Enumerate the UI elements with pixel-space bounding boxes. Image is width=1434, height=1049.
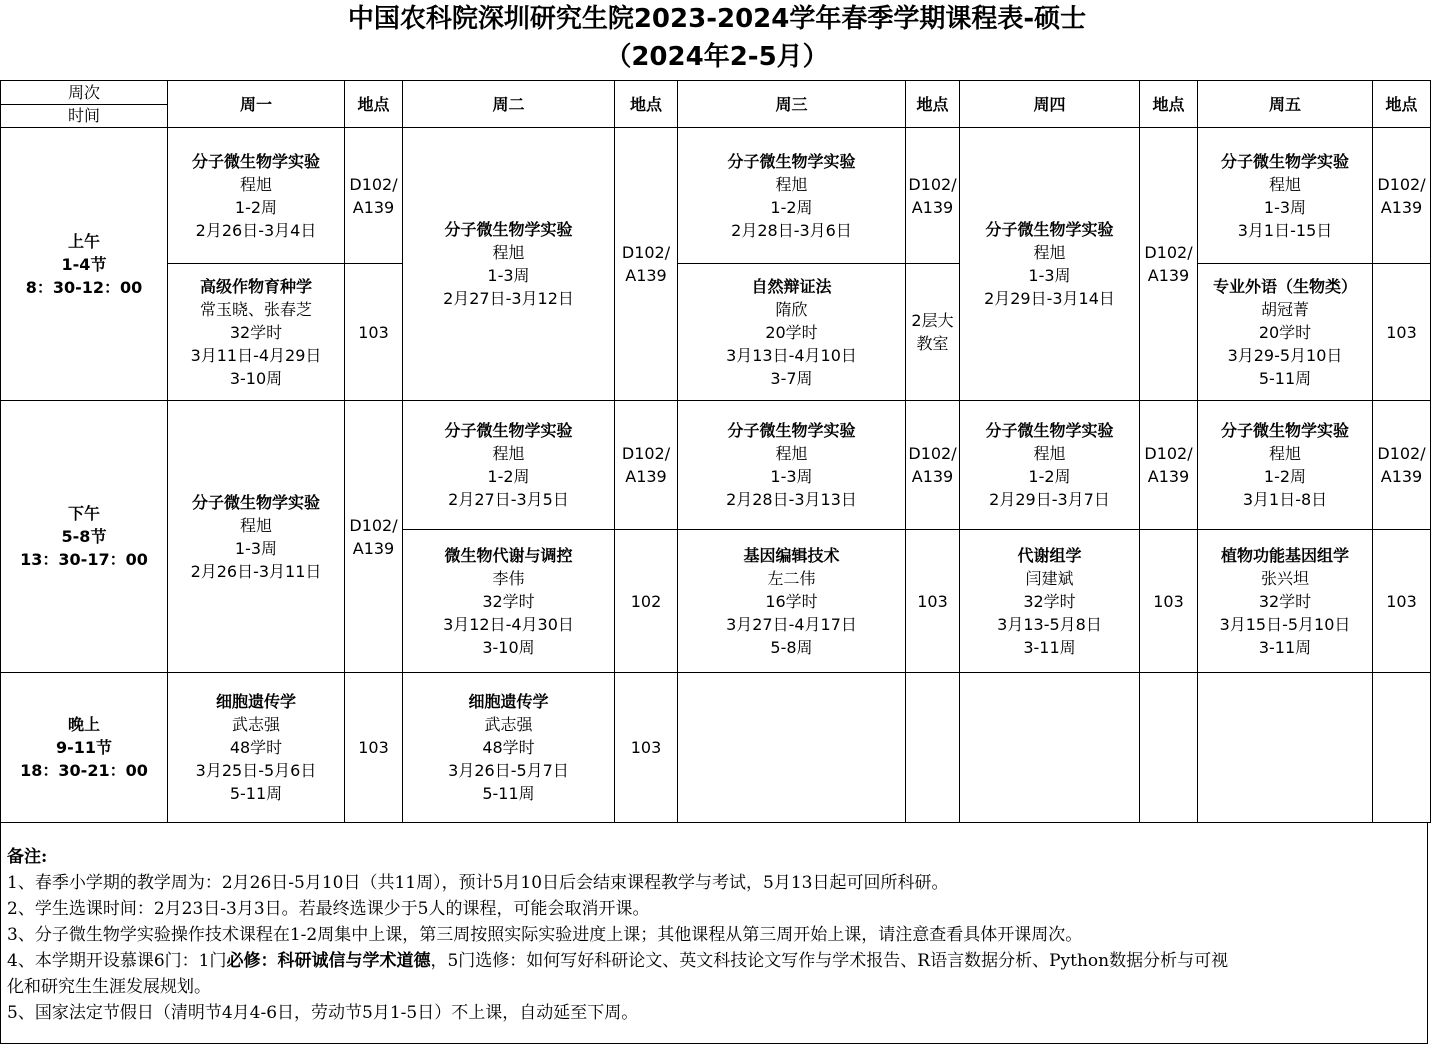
course-detail: 1-3周: [770, 467, 813, 486]
course-detail: 1-2周: [234, 197, 278, 217]
location-text: D102/: [908, 174, 957, 194]
course-teacher: 张兴坦: [1260, 568, 1309, 588]
course-detail: 48学时: [229, 738, 283, 757]
location-text: 教室: [916, 334, 949, 353]
course-teacher: 程旭: [1033, 444, 1066, 463]
course-detail: 20学时: [1258, 322, 1312, 342]
note-1: 1、春季小学期的教学周为：2月26日-5月10日（共11周），预计5月10日后会结束课程教学与考试，5月13日起可回所科研。: [7, 873, 949, 893]
course-cell: [960, 128, 1140, 401]
course-detail: 5-11周: [229, 784, 283, 803]
course-cell: [678, 128, 906, 264]
location-header: 地点: [1373, 81, 1431, 128]
course-detail: 32学时: [1258, 591, 1312, 611]
course-teacher: 常玉晓、张春芝: [199, 299, 312, 319]
day-header-tue: 周二: [403, 81, 615, 128]
course-detail: 3月13日-4月10日: [726, 345, 857, 365]
location-text: A139: [911, 197, 954, 217]
course-detail: 5-11周: [1258, 368, 1312, 388]
day-header-thu: 周四: [960, 81, 1140, 128]
course-detail: 2月26日-3月11日: [190, 561, 322, 581]
course-name: 专业外语（生物类）: [1212, 276, 1357, 296]
course-teacher: 武志强: [231, 715, 280, 734]
location-cell: [906, 530, 960, 673]
morning-row-2: [1, 264, 1431, 401]
note-5: 5、国家法定节假日（清明节4月4-6日，劳动节5月1-5日）不上课，自动延至下周。: [7, 1003, 639, 1023]
day-header-mon: 周一: [168, 81, 345, 128]
course-detail: 3月27日-4月17日: [726, 614, 857, 634]
empty-cell: [1373, 673, 1431, 823]
course-teacher: 程旭: [775, 444, 808, 463]
course-detail: 1-2周: [770, 197, 813, 217]
course-name: 分子微生物学实验: [191, 492, 320, 512]
course-detail: 3月29-5月10日: [1227, 345, 1343, 365]
location-cell: [345, 264, 403, 401]
note-2: 2、学生选课时间：2月23日-3月3日。若最终选课少于5人的课程，可能会取消开课。: [7, 899, 650, 919]
schedule-table: [0, 80, 1431, 823]
course-detail: 3-7周: [770, 368, 813, 388]
note-3: 3、分子微生物学实验操作技术课程在1-2周集中上课，第三周按照实际实验进度上课；其他课程从第三周开始上课，请注意查看具体开课周次。: [7, 925, 1083, 945]
course-name: 代谢组学: [1017, 545, 1082, 565]
course-name: 细胞遗传学: [468, 692, 549, 711]
period-afternoon: 下午 5-8节 13：30-17：00: [1, 401, 168, 673]
course-cell: [403, 128, 615, 401]
course-detail: 32学时: [229, 322, 283, 342]
location-cell: [615, 401, 678, 530]
course-name: 自然辩证法: [751, 276, 832, 296]
location-cell: [1373, 128, 1431, 264]
page-subtitle: （2024年2-5月）: [605, 42, 829, 72]
course-detail: 32学时: [1023, 591, 1076, 611]
evening-row: [1, 673, 1431, 823]
course-detail: 3月11日-4月29日: [190, 345, 322, 365]
empty-cell: [1140, 673, 1198, 823]
location-text: D102/: [1377, 444, 1426, 463]
course-cell: [678, 401, 906, 530]
course-cell: [1198, 530, 1373, 673]
location-text: D102/: [349, 515, 398, 535]
page-title: 中国农科院深圳研究生院2023-2024学年春季学期课程表-硕士: [347, 4, 1087, 34]
course-name: 分子微生物学实验: [985, 421, 1114, 440]
course-name: 分子微生物学实验: [1220, 151, 1349, 171]
course-teacher: 左二伟: [767, 568, 816, 588]
location-text: A139: [625, 266, 667, 285]
empty-cell: [906, 673, 960, 823]
course-teacher: 闫建斌: [1025, 568, 1074, 588]
location-text: 103: [1386, 322, 1417, 342]
course-cell: [403, 530, 615, 673]
location-text: D102/: [908, 444, 957, 463]
course-teacher: 程旭: [239, 515, 272, 535]
course-detail: 1-3周: [1028, 266, 1071, 285]
course-detail: 2月26日-3月4日: [195, 220, 317, 240]
corner-time-label: 时间: [67, 106, 100, 125]
course-teacher: 程旭: [492, 444, 525, 463]
corner-header: [1, 81, 168, 128]
day-header-wed: 周三: [678, 81, 906, 128]
course-detail: 2月27日-3月12日: [443, 289, 574, 308]
course-detail: 32学时: [482, 591, 535, 611]
course-cell: [960, 401, 1140, 530]
course-cell: [168, 264, 345, 401]
location-text: 103: [630, 738, 662, 757]
empty-cell: [960, 673, 1140, 823]
location-text: 2层大: [911, 311, 954, 330]
location-text: A139: [1147, 266, 1190, 285]
period-evening: 晚上 9-11节 18：30-21：00: [1, 673, 168, 823]
location-text: D102/: [1144, 243, 1193, 262]
course-detail: 3-10周: [229, 368, 283, 388]
course-name: 分子微生物学实验: [191, 151, 320, 171]
course-detail: 5-8周: [770, 637, 813, 657]
course-detail: 1-3周: [487, 266, 530, 285]
location-cell: [1140, 401, 1198, 530]
location-text: 103: [358, 738, 389, 757]
location-text: 103: [358, 322, 389, 342]
course-cell: [1198, 401, 1373, 530]
course-detail: 2月28日-3月13日: [726, 490, 857, 509]
notes-title: 备注:: [7, 847, 48, 867]
location-cell: [345, 401, 403, 673]
course-detail: 3月26日-5月7日: [448, 761, 569, 780]
note-4-required: 必修：: [226, 951, 278, 971]
course-name: 高级作物育种学: [199, 276, 312, 296]
location-cell: [1140, 128, 1198, 401]
location-header: 地点: [1140, 81, 1198, 128]
course-name: 基因编辑技术: [743, 545, 840, 565]
course-name: 植物功能基因组学: [1220, 545, 1349, 565]
course-teacher: 程旭: [1268, 444, 1301, 463]
note-4: 4、本学期开设慕课6门：1门必修：科研诚信与学术道德，5门选修：如何写好科研论文、英文科技论文写作与学术报告、R语言数据分析、Python数据分析与可视: [7, 951, 1229, 971]
course-teacher: 程旭: [1033, 243, 1066, 262]
location-cell: [615, 673, 678, 823]
course-detail: 1-3周: [234, 538, 278, 558]
course-detail: 3-10周: [482, 637, 535, 657]
course-name: 细胞遗传学: [215, 692, 296, 711]
note-4-cont: 化和研究生生涯发展规划。: [7, 977, 211, 997]
course-cell: [168, 401, 345, 673]
location-text: A139: [911, 467, 954, 486]
day-header-fri: 周五: [1198, 81, 1373, 128]
note-4-required-course: 科研诚信与学术道德: [277, 951, 431, 971]
location-text: 103: [1153, 591, 1184, 611]
course-teacher: 隋欣: [775, 299, 808, 319]
course-name: 分子微生物学实验: [727, 151, 856, 171]
location-cell: [615, 530, 678, 673]
course-teacher: 程旭: [239, 174, 272, 194]
location-text: A139: [1380, 467, 1423, 486]
course-cell: [678, 530, 906, 673]
course-detail: 3月15日-5月10日: [1219, 614, 1351, 634]
location-text: A139: [1147, 467, 1190, 486]
course-cell: [1198, 128, 1373, 264]
location-text: A139: [352, 538, 395, 558]
course-detail: 2月28日-3月6日: [731, 220, 852, 240]
period-morning: 上午 1-4节 8：30-12：00: [1, 128, 168, 401]
location-text: D102/: [621, 243, 671, 262]
course-cell: [1198, 264, 1373, 401]
course-detail: 2月29日-3月14日: [984, 289, 1115, 308]
course-detail: 1-2周: [487, 467, 530, 486]
course-teacher: 李伟: [492, 568, 525, 588]
course-detail: 3月13-5月8日: [997, 614, 1102, 634]
course-detail: 3月1日-15日: [1237, 220, 1333, 240]
location-header: 地点: [615, 81, 678, 128]
course-detail: 2月27日-3月5日: [448, 490, 569, 509]
morning-row-1: [1, 128, 1431, 264]
location-cell: [345, 673, 403, 823]
course-detail: 1-2周: [1028, 467, 1071, 486]
course-detail: 1-2周: [1263, 467, 1307, 486]
course-teacher: 程旭: [775, 174, 808, 194]
location-text: D102/: [1377, 174, 1426, 194]
location-cell: [1140, 530, 1198, 673]
course-detail: 3月1日-8日: [1242, 490, 1328, 509]
notes-section: [0, 822, 1428, 1044]
location-text: D102/: [621, 444, 671, 463]
location-text: A139: [352, 197, 395, 217]
location-text: A139: [1380, 197, 1423, 217]
course-name: 分子微生物学实验: [727, 421, 856, 440]
course-name: 分子微生物学实验: [444, 220, 573, 239]
location-text: A139: [625, 467, 667, 486]
course-detail: 3-11周: [1258, 637, 1312, 657]
location-cell: [1373, 530, 1431, 673]
location-cell: [1373, 401, 1431, 530]
empty-cell: [1198, 673, 1373, 823]
course-cell: [960, 530, 1140, 673]
location-text: 103: [917, 591, 948, 611]
course-name: 分子微生物学实验: [1220, 421, 1349, 440]
course-detail: 3月12日-4月30日: [443, 614, 574, 634]
location-cell: [906, 264, 960, 401]
course-teacher: 程旭: [1268, 174, 1301, 194]
location-cell: [615, 128, 678, 401]
course-cell: [678, 264, 906, 401]
course-teacher: 胡冠菁: [1260, 299, 1309, 319]
course-cell: [168, 128, 345, 264]
course-name: 微生物代谢与调控: [444, 545, 573, 565]
course-detail: 5-11周: [482, 784, 535, 803]
location-cell: [906, 401, 960, 530]
location-text: 103: [1386, 591, 1417, 611]
empty-cell: [678, 673, 906, 823]
course-detail: 1-3周: [1263, 197, 1307, 217]
header-row: [1, 81, 1431, 128]
corner-week-label: 周次: [1, 81, 167, 105]
course-detail: 2月29日-3月7日: [989, 490, 1110, 509]
course-cell: [403, 401, 615, 530]
course-detail: 48学时: [482, 738, 535, 757]
course-name: 分子微生物学实验: [444, 421, 573, 440]
location-text: D102/: [349, 174, 398, 194]
location-header: 地点: [345, 81, 403, 128]
location-header: 地点: [906, 81, 960, 128]
course-name: 分子微生物学实验: [985, 220, 1114, 239]
course-cell: [168, 673, 345, 823]
afternoon-row-1: [1, 401, 1431, 530]
location-text: 102: [630, 591, 662, 611]
course-detail: 20学时: [765, 322, 818, 342]
location-cell: [906, 128, 960, 264]
course-teacher: 武志强: [484, 715, 533, 734]
course-detail: 3-11周: [1023, 637, 1076, 657]
course-cell: [403, 673, 615, 823]
course-teacher: 程旭: [492, 243, 525, 262]
location-cell: [1373, 264, 1431, 401]
location-text: D102/: [1144, 444, 1193, 463]
course-detail: 3月25日-5月6日: [195, 761, 317, 780]
location-cell: [345, 128, 403, 264]
course-detail: 16学时: [765, 591, 818, 611]
